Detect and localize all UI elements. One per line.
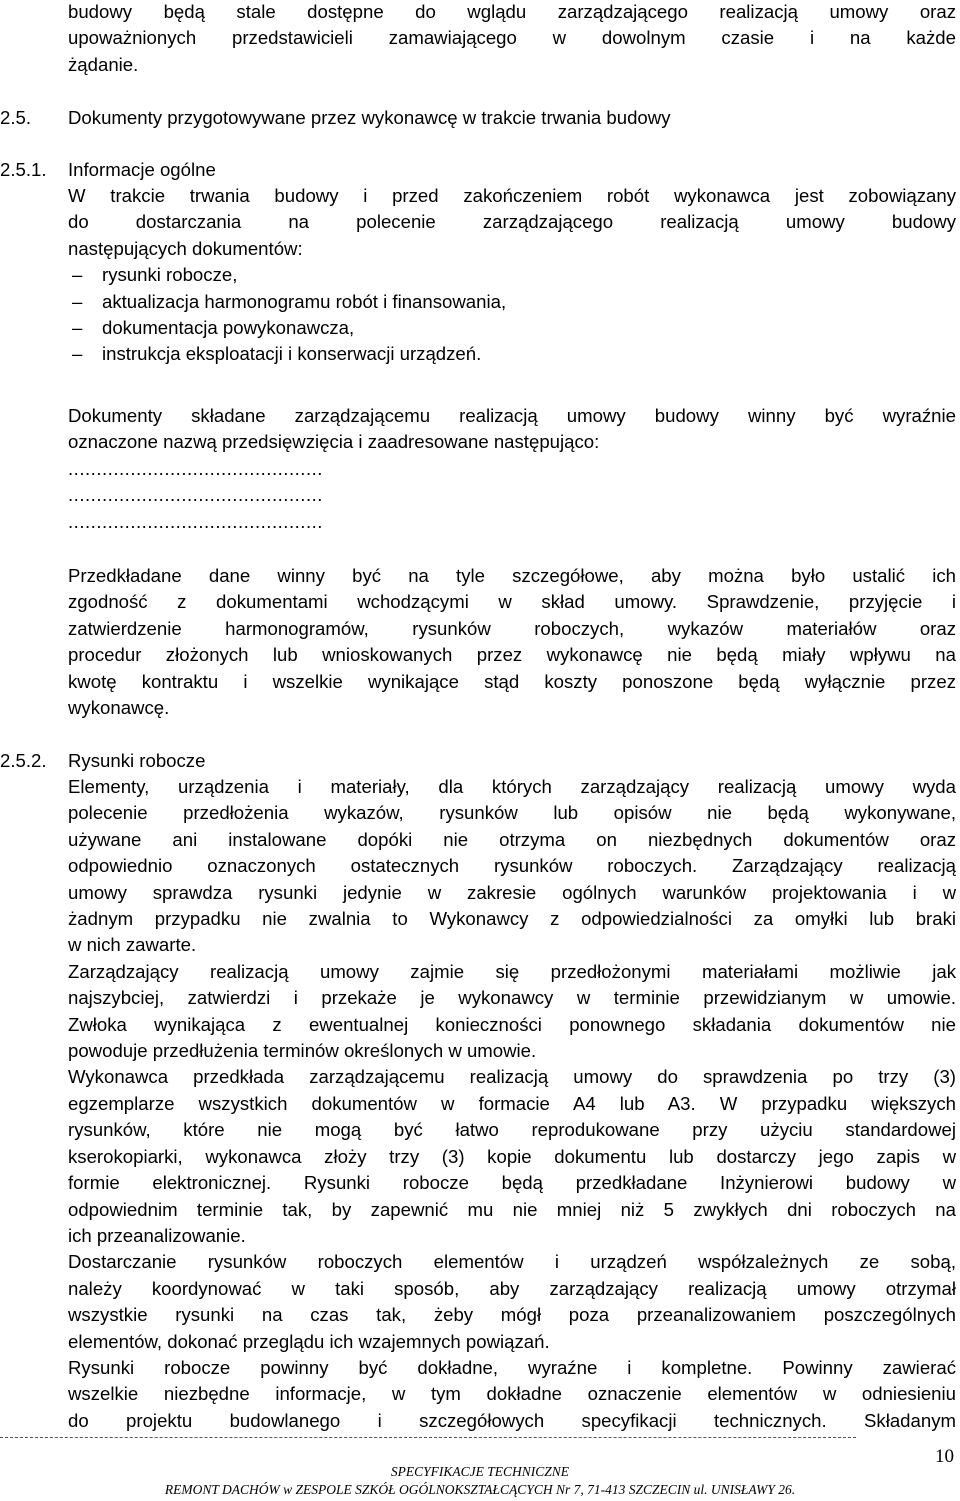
- text-line: w nich zawarte.: [68, 934, 197, 956]
- section-number: 2.5.2.: [0, 750, 47, 771]
- list-item: [68, 341, 956, 367]
- section-title: Informacje ogólne: [68, 159, 216, 180]
- text-line: oznaczone nazwą przedsięwzięcia i zaadresowane następująco:: [68, 431, 600, 453]
- text-line: zatwierdzenie harmonogramów, rysunków roboczych, wykazów materiałów oraz: [68, 617, 956, 639]
- text-line: zgodność z dokumentami wchodzącymi w skład umowy. Sprawdzenie, przyjęcie i: [68, 591, 956, 613]
- page-number: 10: [935, 1446, 954, 1467]
- text-line: procedur złożonych lub wnioskowanych przez wykonawcę nie będą miały wpływu na: [68, 644, 956, 666]
- text-line: Wykonawca przedkłada zarządzającemu realizacją umowy do sprawdzenia po trzy (3): [68, 1066, 956, 1088]
- section-2-5-1-body: [68, 183, 956, 368]
- section-2-5-2-body: [68, 774, 956, 1434]
- text-line: umowy sprawdza rysunki jedynie w zakresie ogólnych warunków projektowania i w: [68, 881, 956, 903]
- text-line: odpowiednio oznaczonych ostatecznych rysunków roboczych. Zarządzający realizacją: [68, 855, 956, 877]
- text-line: Dostarczanie rysunków roboczych elementów i urządzeń współzależnych ze sobą,: [68, 1251, 956, 1273]
- text-line: do dostarczania na polecenie zarządzającego realizacją umowy budowy: [68, 211, 956, 233]
- text-line: formie elektronicznej. Rysunki robocze będą przedkładane Inżynierowi budowy w: [68, 1172, 956, 1194]
- text-line: kserokopiarki, wykonawca złoży trzy (3) kopie dokumentu lub dostarczy jego zapis w: [68, 1145, 956, 1167]
- text-line: Zwłoka wynikająca z ewentualnej konieczności ponownego składania dokumentów nie: [68, 1013, 956, 1035]
- bullet-dash: –: [72, 317, 83, 339]
- text-line: należy koordynować w taki sposób, aby zarządzający realizacją umowy otrzymał: [68, 1277, 956, 1299]
- text-line: Rysunki robocze powinny być dokładne, wyraźne i kompletne. Powinny zawierać: [68, 1356, 956, 1378]
- text-line: upoważnionych przedstawicieli zamawiającego w dowolnym czasie i na każde: [68, 27, 956, 49]
- section-title: Rysunki robocze: [68, 750, 206, 771]
- bullet-dash: –: [72, 264, 83, 286]
- text-line: Dokumenty składane zarządzającemu realizacją umowy budowy winny być wyraźnie: [68, 405, 956, 426]
- text-line: polecenie przedłożenia wykazów, rysunków lub opisów nie będą wykonywane,: [68, 802, 956, 824]
- list-item: [68, 262, 956, 288]
- text-line: Elementy, urządzenia i materiały, dla których zarządzający realizacją umowy wyda: [68, 776, 956, 797]
- text-line: rysunków, które nie mogą być łatwo reprodukowane przy użyciu standardowej: [68, 1119, 956, 1141]
- text-line: żądanie.: [68, 53, 139, 75]
- text-line: następujących dokumentów:: [68, 237, 303, 259]
- text-line: Zarządzający realizacją umowy zajmie się przedłożonymi materiałami możliwie jak: [68, 960, 956, 982]
- section-title: Dokumenty przygotowywane przez wykonawcę w trakcie trwania budowy: [68, 107, 671, 128]
- bullet-dash: –: [72, 343, 83, 365]
- text-line: elementów, dokonać przeglądu ich wzajemnych powiązań.: [68, 1330, 550, 1352]
- bullet-dash: –: [72, 290, 83, 312]
- text-line: żadnym przypadku nie zwalnia to Wykonawcy z odpowiedzialności za omyłki lub braki: [68, 908, 956, 930]
- list-item-text: instrukcja eksploatacji i konserwacji urządzeń.: [102, 343, 482, 365]
- list-item-text: dokumentacja powykonawcza,: [102, 317, 355, 339]
- address-paragraph: [68, 403, 956, 535]
- footer-project: REMONT DACHÓW w ZESPOLE SZKÓŁ OGÓLNOKSZTAŁCĄCYCH Nr 7, 71-413 SZCZECIN ul. UNISŁAWY 26.: [164, 1482, 796, 1497]
- footer-title: SPECYFIKACJE TECHNICZNE: [390, 1464, 570, 1479]
- details-paragraph: [68, 563, 956, 721]
- text-line: wykonawcę.: [68, 697, 170, 719]
- address-placeholder-line: .............................................: [68, 457, 323, 479]
- text-line: ich przeanalizowanie.: [68, 1224, 246, 1246]
- footer-divider: [0, 1437, 856, 1438]
- intro-paragraph: [68, 0, 956, 78]
- text-line: do projektu budowlanego i szczegółowych specyfikacji technicznych. Składanym: [68, 1409, 956, 1431]
- address-placeholder-line: .............................................: [68, 484, 323, 506]
- text-line: egzemplarze wszystkich dokumentów w formacie A4 lub A3. W przypadku większych: [68, 1092, 956, 1114]
- list-item-text: aktualizacja harmonogramu robót i finansowania,: [102, 290, 507, 312]
- address-placeholder-line: .............................................: [68, 510, 323, 532]
- text-line: Przedkładane dane winny być na tyle szczegółowe, aby można było ustalić ich: [68, 565, 956, 586]
- section-number: 2.5.1.: [0, 159, 47, 180]
- text-line: kwotę kontraktu i wszelkie wynikające stąd koszty ponoszone będą wyłącznie przez: [68, 670, 956, 692]
- text-line: wszelkie niezbędne informacje, w tym dokładne oznaczenie elementów w odniesieniu: [68, 1383, 956, 1405]
- text-line: W trakcie trwania budowy i przed zakończeniem robót wykonawca jest zobowiązany: [68, 185, 956, 206]
- text-line: wszystkie rysunki na czas tak, żeby mógł poza przeanalizowaniem poszczególnych: [68, 1304, 956, 1326]
- text-line: najszybciej, zatwierdzi i przekaże je wykonawcy w terminie przewidzianym w umowie.: [68, 987, 956, 1009]
- list-item-text: rysunki robocze,: [102, 264, 238, 286]
- text-line: powoduje przedłużenia terminów określonych w umowie.: [68, 1040, 537, 1062]
- text-line: odpowiednim terminie tak, by zapewnić mu nie mniej niż 5 zwykłych dni roboczych na: [68, 1198, 956, 1220]
- list-item: [68, 289, 956, 315]
- list-item: [68, 315, 956, 341]
- text-line: używane ani instalowane dopóki nie otrzyma on niezbędnych dokumentów oraz: [68, 828, 956, 850]
- section-number: 2.5.: [0, 107, 32, 128]
- text-line: budowy będą stale dostępne do wglądu zarządzającego realizacją umowy oraz: [68, 1, 956, 22]
